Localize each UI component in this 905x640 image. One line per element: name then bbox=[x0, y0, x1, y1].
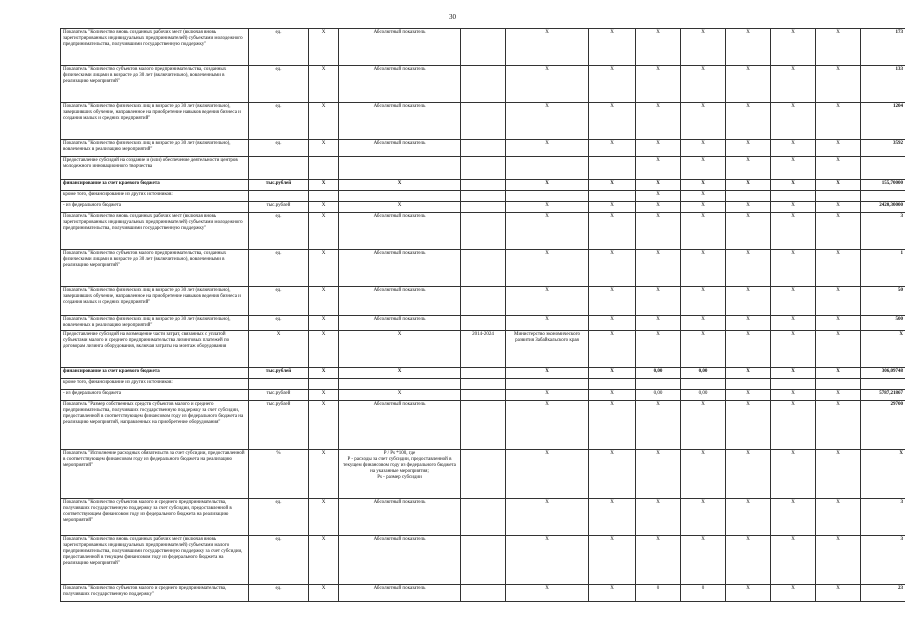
table-cell: ед. bbox=[249, 585, 309, 602]
table-cell: X bbox=[771, 140, 816, 157]
table-cell: тыс.рублей bbox=[249, 390, 309, 401]
table-cell: ед. bbox=[249, 103, 309, 140]
table-cell: X bbox=[816, 390, 861, 401]
row-description: - из федерального бюджета bbox=[61, 390, 249, 401]
table-row bbox=[61, 379, 905, 390]
table-cell: X bbox=[726, 287, 771, 316]
table-cell: X bbox=[816, 368, 861, 379]
table-cell: X bbox=[771, 401, 816, 450]
row-total: 155,70000 bbox=[861, 180, 905, 191]
table-cell bbox=[339, 379, 461, 390]
table-cell: ед. bbox=[249, 66, 309, 103]
table-row bbox=[61, 202, 905, 213]
table-cell bbox=[339, 191, 461, 202]
table-cell: X bbox=[771, 250, 816, 287]
table-cell: X bbox=[309, 66, 339, 103]
table-cell: X bbox=[506, 585, 589, 602]
table-cell: X bbox=[636, 331, 681, 368]
table-cell: X bbox=[726, 499, 771, 536]
table-cell: Абсолютный показатель bbox=[339, 287, 461, 316]
table-cell: X bbox=[506, 499, 589, 536]
table-cell: X bbox=[681, 66, 726, 103]
table-cell bbox=[461, 202, 506, 213]
row-total: X bbox=[861, 331, 905, 368]
table-cell: X bbox=[309, 180, 339, 191]
table-cell: X bbox=[771, 536, 816, 585]
table-cell: X bbox=[726, 180, 771, 191]
table-cell bbox=[461, 191, 506, 202]
table-cell: 0,00 bbox=[681, 390, 726, 401]
row-description: Показатель "Количество физических лиц в возрасте до 30 лет (включительно), вовлеченных в реализацию мероприятий" bbox=[61, 140, 249, 157]
table-cell: X bbox=[681, 316, 726, 331]
table-cell: тыс.рублей bbox=[249, 202, 309, 213]
table-cell: ед. bbox=[249, 499, 309, 536]
table-cell: X bbox=[589, 66, 636, 103]
row-total: 1204 bbox=[861, 103, 905, 140]
table-cell bbox=[589, 157, 636, 180]
row-total: 23 bbox=[861, 585, 905, 602]
row-total: 3592 bbox=[861, 140, 905, 157]
table-cell: ед. bbox=[249, 213, 309, 250]
table-row bbox=[61, 213, 905, 250]
table-cell: X bbox=[309, 140, 339, 157]
table-cell: X bbox=[506, 29, 589, 66]
table-cell: X bbox=[339, 202, 461, 213]
table-cell: X bbox=[506, 536, 589, 585]
table-cell: X bbox=[816, 316, 861, 331]
row-total: X bbox=[861, 450, 905, 499]
row-total bbox=[861, 379, 905, 390]
table-cell bbox=[461, 379, 506, 390]
table-cell: X bbox=[726, 316, 771, 331]
table-cell: X bbox=[726, 450, 771, 499]
table-cell: X bbox=[726, 585, 771, 602]
table-cell: X bbox=[309, 287, 339, 316]
table-cell: X bbox=[589, 499, 636, 536]
table-cell: X bbox=[309, 390, 339, 401]
table-cell: X bbox=[636, 401, 681, 450]
table-cell: X bbox=[771, 287, 816, 316]
table-cell: X bbox=[309, 103, 339, 140]
table-cell: X bbox=[589, 401, 636, 450]
row-description: Предоставление субсидий на возмещение части затрат, связанных с уплатой субъектами малого и среднего предпринимательства лизинговых платежей по договорам лизинга оборудования, включая затраты на монтаж оборудования bbox=[61, 331, 249, 368]
row-description: Показатель "Количество физических лиц в возрасте до 30 лет (включительно), завершивших обучение, направленное на приобретение навыков ведения бизнеса и создания малых и средних предприятий" bbox=[61, 287, 249, 316]
table-row bbox=[61, 191, 905, 202]
table-cell bbox=[309, 191, 339, 202]
table-cell: X bbox=[681, 191, 726, 202]
row-total: 3 bbox=[861, 499, 905, 536]
table-cell: Абсолютный показатель bbox=[339, 66, 461, 103]
table-cell: X bbox=[681, 250, 726, 287]
table-row bbox=[61, 368, 905, 379]
table-cell: X bbox=[506, 450, 589, 499]
table-cell bbox=[249, 379, 309, 390]
row-total bbox=[861, 157, 905, 180]
table-cell: X bbox=[771, 450, 816, 499]
table-cell: X bbox=[589, 29, 636, 66]
table-cell: Абсолютный показатель bbox=[339, 499, 461, 536]
table-cell: X bbox=[726, 66, 771, 103]
table-cell: X bbox=[339, 390, 461, 401]
table-cell: X bbox=[506, 316, 589, 331]
row-description: Показатель "Количество физических лиц в возрасте до 30 лет (включительно), завершивших обучение, направленное на приобретение навыков ведения бизнеса и создания малых и средних предприятий" bbox=[61, 103, 249, 140]
table-cell: X bbox=[636, 191, 681, 202]
table-cell: X bbox=[589, 250, 636, 287]
table-cell: X bbox=[681, 157, 726, 180]
table-cell: X bbox=[771, 29, 816, 66]
table-cell: X bbox=[309, 368, 339, 379]
table-cell: X bbox=[816, 157, 861, 180]
table-cell: X bbox=[506, 368, 589, 379]
table-cell: X bbox=[771, 390, 816, 401]
table-cell: X bbox=[726, 368, 771, 379]
table-cell: X bbox=[506, 213, 589, 250]
table-cell: X bbox=[681, 213, 726, 250]
table-cell bbox=[249, 191, 309, 202]
row-description: Показатель "Количество вновь созданных рабочих мест (включая вновь зарегистрированных индивидуальных предпринимателей) субъектами молодежного предпринимательства, получившими государственную поддержку" bbox=[61, 29, 249, 66]
row-total: 3 bbox=[861, 536, 905, 585]
table-row bbox=[61, 499, 905, 536]
table-cell: X bbox=[636, 450, 681, 499]
table-cell: X bbox=[589, 331, 636, 368]
table-cell: Абсолютный показатель bbox=[339, 401, 461, 450]
table-cell: X bbox=[636, 202, 681, 213]
table-cell: % bbox=[249, 450, 309, 499]
row-description: Показатель "Количество физических лиц в возрасте до 30 лет (включительно), вовлеченных в реализацию мероприятий" bbox=[61, 316, 249, 331]
row-total: 50 bbox=[861, 287, 905, 316]
table-cell: X bbox=[726, 331, 771, 368]
table-cell: X bbox=[726, 103, 771, 140]
row-description: Показатель "Количество субъектов малого предпринимательства, созданных физическими лицами в возрасте до 30 лет (включительно), вовлеченными в реализацию мероприятий" bbox=[61, 250, 249, 287]
table-cell: X bbox=[771, 368, 816, 379]
table-cell bbox=[726, 379, 771, 390]
table-row bbox=[61, 140, 905, 157]
row-description: финансирование за счет краевого бюджета bbox=[61, 180, 249, 191]
table-cell bbox=[461, 213, 506, 250]
table-cell: X bbox=[681, 331, 726, 368]
table-cell: X bbox=[589, 316, 636, 331]
table-cell: X bbox=[506, 66, 589, 103]
table-cell bbox=[461, 29, 506, 66]
row-total: 1 bbox=[861, 250, 905, 287]
table-cell: P / Ps *100, где P - расходы за счет субсидии, предоставленной в текущем финансовом году из федерального бюджета на указанные мероприятия; Ps - размер субсидии bbox=[339, 450, 461, 499]
row-description: Показатель "Количество субъектов малого и среднего предпринимательства, получивших государственную поддержку" bbox=[61, 585, 249, 602]
table-cell: X bbox=[506, 180, 589, 191]
table-cell bbox=[506, 191, 589, 202]
table-cell: тыс.рублей bbox=[249, 180, 309, 191]
table-cell: X bbox=[636, 180, 681, 191]
table-cell: X bbox=[636, 29, 681, 66]
table-cell bbox=[461, 103, 506, 140]
table-cell: X bbox=[636, 499, 681, 536]
table-cell: X bbox=[681, 180, 726, 191]
table-cell bbox=[636, 379, 681, 390]
table-cell: 0 bbox=[636, 585, 681, 602]
table-cell: Абсолютный показатель bbox=[339, 29, 461, 66]
table-cell: X bbox=[339, 368, 461, 379]
row-description: Показатель "Количество субъектов малого предпринимательства, созданных физическими лицами в возрасте до 30 лет (включительно), вовлеченными в реализацию мероприятий" bbox=[61, 66, 249, 103]
table-cell: X bbox=[816, 401, 861, 450]
row-description: Предоставление субсидий на создание и (или) обеспечение деятельности центров молодежного инновационного творчества bbox=[61, 157, 249, 180]
table-cell: X bbox=[636, 287, 681, 316]
table-cell: Абсолютный показатель bbox=[339, 536, 461, 585]
table-cell: X bbox=[771, 331, 816, 368]
table-cell: X bbox=[309, 331, 339, 368]
row-description: - из федерального бюджета bbox=[61, 202, 249, 213]
table-cell: X bbox=[771, 157, 816, 180]
row-total: 133 bbox=[861, 66, 905, 103]
table-cell: X bbox=[589, 390, 636, 401]
table-cell bbox=[461, 140, 506, 157]
table-cell bbox=[461, 316, 506, 331]
table-cell: 0,00 bbox=[636, 390, 681, 401]
table-cell: X bbox=[681, 140, 726, 157]
table-cell bbox=[249, 157, 309, 180]
table-cell: X bbox=[726, 250, 771, 287]
table-cell: X bbox=[816, 585, 861, 602]
table-cell: X bbox=[506, 103, 589, 140]
table-cell: X bbox=[681, 450, 726, 499]
table-cell: X bbox=[589, 202, 636, 213]
table-cell: ед. bbox=[249, 140, 309, 157]
table-cell bbox=[461, 157, 506, 180]
table-cell bbox=[461, 287, 506, 316]
table-cell: 0,00 bbox=[636, 368, 681, 379]
table-cell: X bbox=[726, 29, 771, 66]
table-cell: 0,00 bbox=[681, 368, 726, 379]
table-cell: ед. bbox=[249, 29, 309, 66]
table-cell: X bbox=[816, 103, 861, 140]
table-row bbox=[61, 401, 905, 450]
table-cell: X bbox=[771, 585, 816, 602]
table-cell: X bbox=[771, 180, 816, 191]
table-cell: X bbox=[726, 202, 771, 213]
table-cell: ед. bbox=[249, 316, 309, 331]
table-cell bbox=[309, 157, 339, 180]
row-description: финансирование за счет краевого бюджета bbox=[61, 368, 249, 379]
table-cell: X bbox=[506, 287, 589, 316]
row-total: 306,09748 bbox=[861, 368, 905, 379]
table-cell: X bbox=[309, 536, 339, 585]
table-cell bbox=[461, 368, 506, 379]
table-cell: X bbox=[816, 29, 861, 66]
table-cell: X bbox=[771, 499, 816, 536]
row-description: Показатель "Количество вновь созданных рабочих мест (включая вновь зарегистрированных индивидуальных предпринимателей) субъектами малого предпринимательства, получившими государственную поддержку за счет субсидии, предоставленной в текущем финансовом году из федерального бюджета на реализацию мероприятий" bbox=[61, 536, 249, 585]
row-description: кроме того, финансирование из других источников: bbox=[61, 379, 249, 390]
table-cell: X bbox=[636, 213, 681, 250]
table-cell bbox=[461, 180, 506, 191]
table-cell bbox=[461, 536, 506, 585]
table-cell: X bbox=[309, 585, 339, 602]
table-cell bbox=[461, 499, 506, 536]
table-body bbox=[61, 29, 905, 602]
table-cell: X bbox=[771, 66, 816, 103]
table-cell bbox=[771, 191, 816, 202]
table-cell: тыс.рублей bbox=[249, 401, 309, 450]
table-cell: X bbox=[589, 450, 636, 499]
table-cell: X bbox=[681, 401, 726, 450]
table-cell bbox=[461, 450, 506, 499]
table-cell: X bbox=[726, 401, 771, 450]
table-cell: X bbox=[589, 368, 636, 379]
table-row bbox=[61, 585, 905, 602]
table-cell: ед. bbox=[249, 287, 309, 316]
table-cell: X bbox=[506, 202, 589, 213]
table-cell: X bbox=[681, 287, 726, 316]
table-cell: ед. bbox=[249, 536, 309, 585]
table-cell: X bbox=[681, 29, 726, 66]
table-row bbox=[61, 536, 905, 585]
table-cell: X bbox=[816, 287, 861, 316]
table-cell: X bbox=[726, 157, 771, 180]
table-cell bbox=[461, 401, 506, 450]
table-cell bbox=[771, 379, 816, 390]
table-cell: X bbox=[681, 499, 726, 536]
table-cell: X bbox=[309, 316, 339, 331]
table-cell: X bbox=[249, 331, 309, 368]
table-cell bbox=[726, 191, 771, 202]
table-row bbox=[61, 331, 905, 368]
table-cell: X bbox=[636, 157, 681, 180]
row-total: 3 bbox=[861, 213, 905, 250]
table-cell bbox=[589, 191, 636, 202]
table-cell: X bbox=[309, 450, 339, 499]
row-total: 500 bbox=[861, 316, 905, 331]
table-cell: X bbox=[681, 536, 726, 585]
table-cell: X bbox=[589, 287, 636, 316]
table-cell: X bbox=[726, 140, 771, 157]
table-cell: X bbox=[771, 316, 816, 331]
table-cell: X bbox=[636, 66, 681, 103]
table-cell: X bbox=[726, 390, 771, 401]
page-number: 30 bbox=[449, 13, 456, 21]
table-row bbox=[61, 180, 905, 191]
table-cell: 2014-2024 bbox=[461, 331, 506, 368]
table-cell: X bbox=[771, 202, 816, 213]
table-row bbox=[61, 450, 905, 499]
table-cell: 0 bbox=[681, 585, 726, 602]
table-cell: X bbox=[816, 140, 861, 157]
table-cell: Абсолютный показатель bbox=[339, 213, 461, 250]
table-cell: X bbox=[816, 499, 861, 536]
table-cell bbox=[506, 379, 589, 390]
table-cell: X bbox=[771, 213, 816, 250]
row-total: 29700 bbox=[861, 401, 905, 450]
table-cell: Абсолютный показатель bbox=[339, 140, 461, 157]
table-cell bbox=[309, 379, 339, 390]
table-cell bbox=[339, 157, 461, 180]
row-total: 2420,30000 bbox=[861, 202, 905, 213]
row-description: Показатель "Количество субъектов малого и среднего предпринимательства, получивших государственную поддержку за счет субсидии, предоставленной в соответствующем финансовом году из федерального бюджета на реализацию мероприятий" bbox=[61, 499, 249, 536]
table-row bbox=[61, 66, 905, 103]
table-cell: X bbox=[726, 536, 771, 585]
table-cell: X bbox=[816, 331, 861, 368]
table-cell: X bbox=[816, 450, 861, 499]
table-cell: X bbox=[506, 390, 589, 401]
row-total: 5787,21867 bbox=[861, 390, 905, 401]
table-cell: X bbox=[506, 140, 589, 157]
table-cell: Министерство экономического развития Забайкальского края bbox=[506, 331, 589, 368]
table-cell bbox=[461, 585, 506, 602]
table-cell: X bbox=[816, 250, 861, 287]
table-cell: X bbox=[309, 499, 339, 536]
table-cell: X bbox=[339, 180, 461, 191]
table-cell: X bbox=[636, 250, 681, 287]
table-cell: X bbox=[506, 401, 589, 450]
table-cell bbox=[461, 250, 506, 287]
table-cell: X bbox=[636, 103, 681, 140]
table-cell: X bbox=[309, 202, 339, 213]
table-cell: X bbox=[589, 213, 636, 250]
row-total bbox=[861, 191, 905, 202]
table-row bbox=[61, 250, 905, 287]
table-cell: X bbox=[636, 536, 681, 585]
row-description: Показатель "Размер собственных средств субъектов малого и среднего предпринимательства, получивших государственную поддержку за счет субсидии, предоставленной в соответствующем финансовом году из федерального бюджета на реализацию мероприятий, направленных на приобретение оборудования" bbox=[61, 401, 249, 450]
table-cell: тыс.рублей bbox=[249, 368, 309, 379]
row-description: Показатель "Исполнение расходных обязательств за счет субсидии, предоставленной в соответствующем финансовом году из федерального бюджета на реализацию мероприятий" bbox=[61, 450, 249, 499]
table-cell: X bbox=[681, 202, 726, 213]
row-description: кроме того, финансирование из других источников: bbox=[61, 191, 249, 202]
table-cell bbox=[589, 379, 636, 390]
table-cell bbox=[506, 157, 589, 180]
table-cell: X bbox=[816, 213, 861, 250]
table-cell: X bbox=[726, 213, 771, 250]
program-table bbox=[60, 28, 905, 602]
row-description: Показатель "Количество вновь созданных рабочих мест (включая вновь зарегистрированных индивидуальных предпринимателей) субъектами молодежного предпринимательства, получившими государственную поддержку" bbox=[61, 213, 249, 250]
table-cell: X bbox=[309, 213, 339, 250]
table-cell: Абсолютный показатель bbox=[339, 250, 461, 287]
table-cell: X bbox=[589, 103, 636, 140]
table-cell bbox=[461, 66, 506, 103]
table-cell: X bbox=[589, 180, 636, 191]
table-row bbox=[61, 157, 905, 180]
table-cell: X bbox=[309, 401, 339, 450]
table-cell: X bbox=[589, 140, 636, 157]
table-cell: X bbox=[636, 140, 681, 157]
table-row bbox=[61, 103, 905, 140]
table-cell: X bbox=[309, 29, 339, 66]
table-cell: X bbox=[816, 66, 861, 103]
table-cell: X bbox=[636, 316, 681, 331]
table-cell bbox=[681, 379, 726, 390]
table-row bbox=[61, 29, 905, 66]
row-total: 173 bbox=[861, 29, 905, 66]
table-cell bbox=[816, 379, 861, 390]
table-cell: X bbox=[339, 331, 461, 368]
table-cell: X bbox=[816, 202, 861, 213]
table-cell: X bbox=[771, 103, 816, 140]
table-cell: X bbox=[309, 250, 339, 287]
table-cell: ед. bbox=[249, 250, 309, 287]
table-cell: X bbox=[816, 536, 861, 585]
table-cell: Абсолютный показатель bbox=[339, 103, 461, 140]
table-cell: X bbox=[589, 536, 636, 585]
table-cell: Абсолютный показатель bbox=[339, 316, 461, 331]
table-row bbox=[61, 390, 905, 401]
table-cell: X bbox=[816, 180, 861, 191]
table-row bbox=[61, 287, 905, 316]
table-row bbox=[61, 316, 905, 331]
table-cell bbox=[461, 390, 506, 401]
table-cell bbox=[816, 191, 861, 202]
table-cell: Абсолютный показатель bbox=[339, 585, 461, 602]
table-cell: X bbox=[506, 250, 589, 287]
table-cell: X bbox=[589, 585, 636, 602]
table-cell: X bbox=[681, 103, 726, 140]
